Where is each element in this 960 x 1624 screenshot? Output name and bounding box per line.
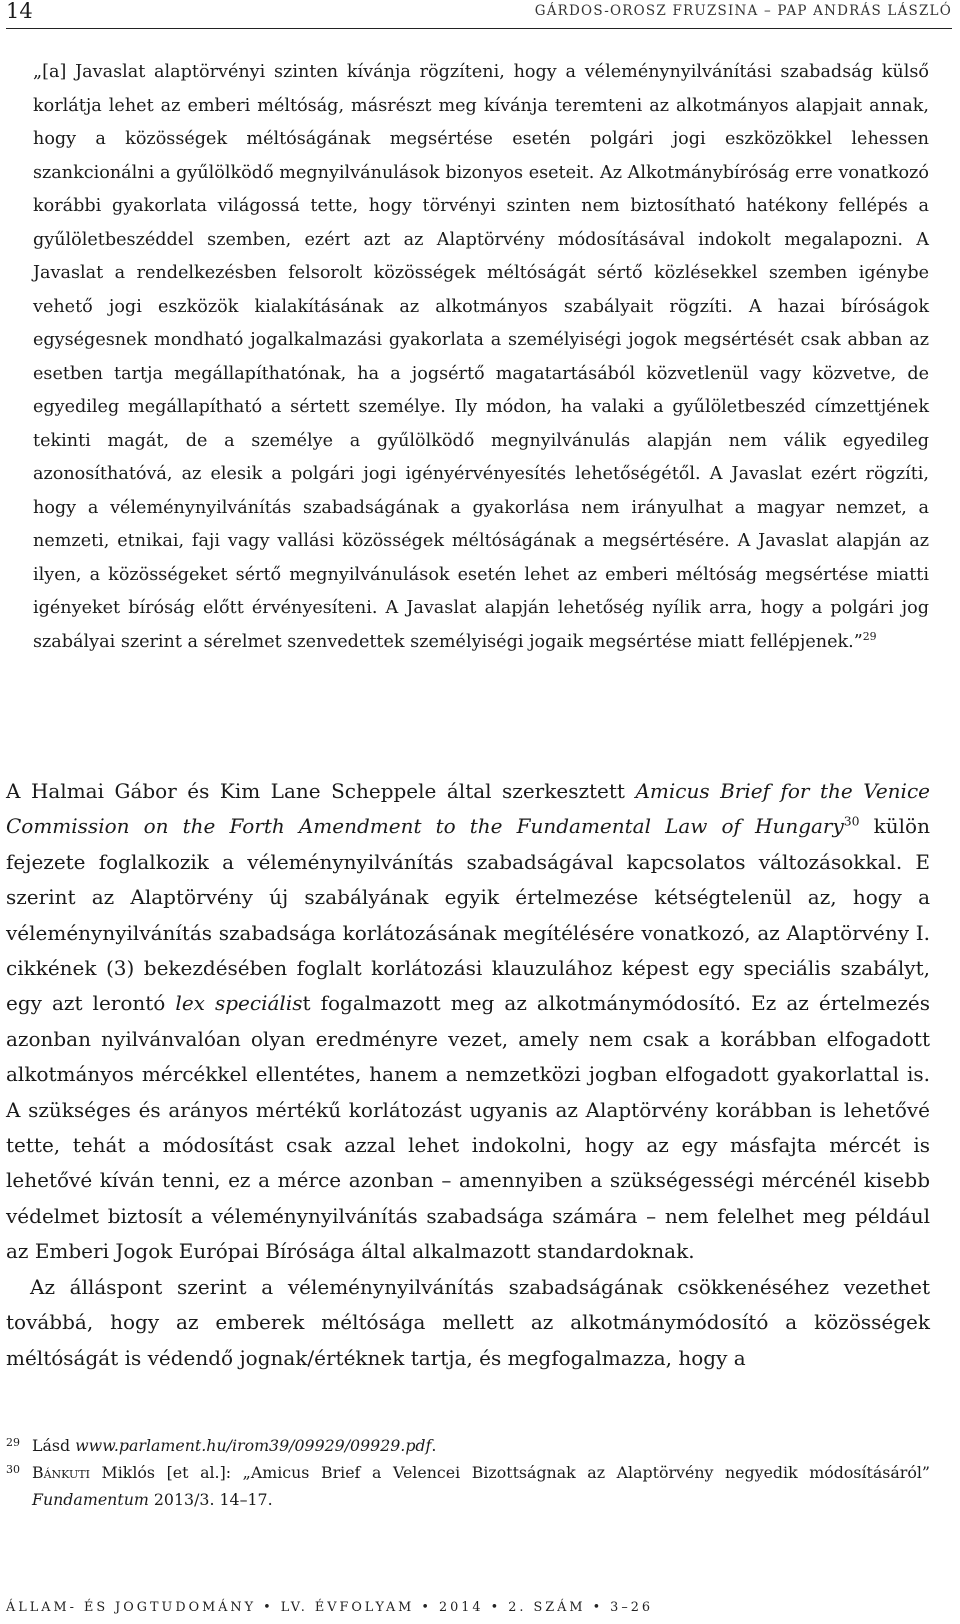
footnotes	[6, 1432, 930, 1513]
paragraph-1-mid: külön fejezete foglalkozik a véleménynyilvánítás szabadságával kapcsolatos változásokkal. E szerint az Alaptörvény új szabályának egyik értelmezése kétségtelenül az, hogy a véleménynyilvánítás szabadsága korlátozásának megítélésére vonatkozó, az Alaptörvény I. cikkének (3) bekezdésében foglalt korlátozási klauzulához képest egy speciális szabályt, egy azt lerontó	[6, 814, 930, 1016]
footnote-prefix: Lásd	[32, 1436, 76, 1455]
journal-title: Fundamentum	[32, 1490, 149, 1509]
paragraph-1	[6, 774, 930, 1270]
amicus-brief-title: Amicus Brief for the Venice Commission on the Forth Amendment to the Fundamental Law of Hungary	[6, 779, 930, 839]
block-quote	[33, 56, 929, 659]
quote-text: „[a] Javaslat alaptörvényi szinten kívánja rögzíteni, hogy a véleménynyilvánítási szabadság külső korlátja lehet az emberi méltóság, másrészt meg kívánja teremteni az alkotmányos alapjait annak, hogy a közösségek méltóságának megsértése esetén polgári jogi eszközökkel lehessen szankcionálni a gyűlölködő megnyilvánulások bizonyos eseteit. Az Alkotmánybíróság erre vonatkozó korábbi gyakorlata világossá tette, hogy törvényi szinten nem biztosítható hatékony fellépés a gyűlöletbeszéddel szemben, ezért azt az Alaptörvény módosításával indokolt megalapozni. A Javaslat a rendelkezésben felsorolt közösségek méltóságát sértő közlésekkel szemben igénybe vehető jogi eszközök kialakításának az alkotmányos szabályait rögzíti. A hazai bíróságok egységesnek mondható jogalkalmazási gyakorlata a személyiségi jogok megsértését csak abban az esetben tartja megállapíthatónak, ha a jogsértő magatartásából közvetlenül vagy közvetve, de egyedileg megállapítható a sértett személye. Ily módon, ha valaki a gyűlöletbeszéd címzettjének tekinti magát, de a személye a gyűlölködő megnyilvánulás alapján nem válik egyedileg azonosíthatóvá, az elesik a polgári jogi igényérvényesítés lehetőségétől. A Javaslat ezért rögzíti, hogy a véleménynyilvánítás szabadságának a gyakorlása nem irányulhat a magyar nemzet, a nemzeti, etnikai, faji vagy vallási közösségek méltóságának a megsértésére. A Javaslat alapján az ilyen, a közösségeket sértő megnyilvánulások esetén lehet az emberi méltóság megsértése miatti igényeket bíróság előtt érvényesíteni. A Javaslat alapján lehetőség nyílik arra, hogy a polgári jog szabályai szerint a sérelmet szenvedettek személyiségi jogaik megsértése miatt fellépjenek.”	[33, 62, 929, 652]
page-footer: ÁLLAM- ÉS JOGTUDOMÁNY • LV. ÉVFOLYAM • 2014 • 2. SZÁM • 3–26	[6, 1600, 654, 1615]
footnote-number: 30	[6, 1463, 20, 1476]
paragraph-2: Az álláspont szerint a véleménynyilvánítás szabadságának csökkenéséhez vezethet továbbá, hogy az emberek méltósága mellett az alkotmánymódosító a közösségek méltóságát is védendő jognak/értéknek tartja, és megfogalmazza, hogy a	[6, 1274, 930, 1370]
footnote-30	[6, 1459, 930, 1513]
body-text	[6, 774, 930, 1376]
lex-specialis-term: lex speciális	[175, 991, 303, 1016]
paragraph-1-tail: t fogalmazott meg az alkotmánymódosító. Ez az értelmezés azonban nyilvánvalóan olyan eredményre vezet, amely nem csak a korábban elfogadott alkotmányos mércékkel ellentétes, hanem a nemzetközi jogban elfogadott gyakorlattal is. A szükséges és arányos mértékű korlátozást ugyanis az Alaptörvény korábban is lehetővé tette, tehát a módosítást csak azzal lehet indokolni, hogy az egy másfajta mércét is lehetővé kíván tenni, ez a mérce azonban – amennyiben a szükségességi mércénél kisebb védelmet biztosít a véleménynyilvánítás szabadsága számára – nem felelhet meg például az Emberi Jogok Európai Bírósága által alkalmazott standardoknak.	[6, 991, 930, 1264]
paragraph-1-lead: A Halmai Gábor és Kim Lane Scheppele által szerkesztett	[6, 779, 636, 803]
footnote-author: Bánkuti	[32, 1463, 90, 1482]
footnote-text-b: 2013/3. 14–17.	[148, 1490, 273, 1509]
page-number: 14	[6, 0, 33, 23]
footnote-ref-29[interactable]: 29	[862, 629, 877, 643]
footnote-ref-30[interactable]: 30	[843, 813, 860, 829]
footnote-number: 29	[6, 1436, 20, 1449]
running-head: GÁRDOS-OROSZ FRUZSINA – PAP ANDRÁS LÁSZLÓ	[534, 3, 952, 19]
parliament-link[interactable]: www.parlament.hu/irom39/09929/09929.pdf	[75, 1436, 432, 1455]
footnote-29	[6, 1432, 930, 1459]
footnote-text-a: Miklós [et al.]: „Amicus Brief a Velencei Bizottságnak az Alaptörvény negyedik módosításáról”	[89, 1463, 930, 1482]
page-header	[6, 0, 952, 29]
footnote-suffix: .	[431, 1436, 437, 1455]
